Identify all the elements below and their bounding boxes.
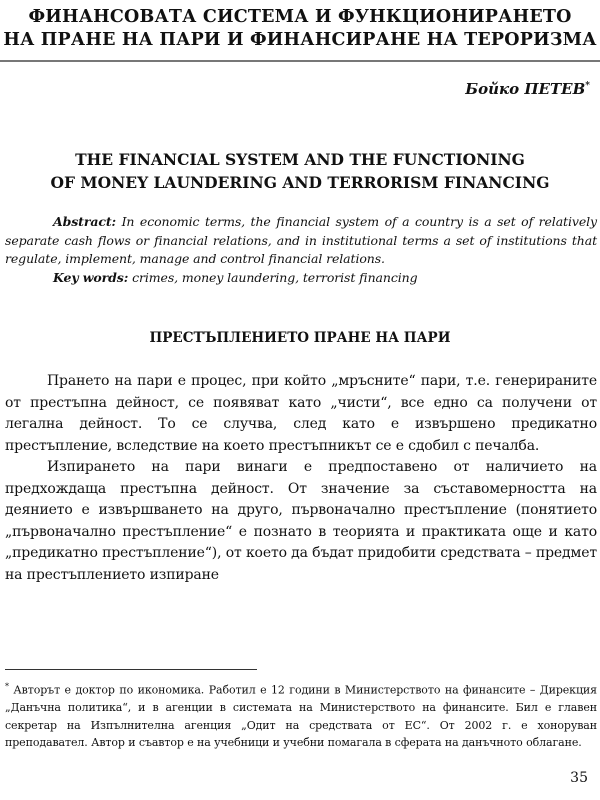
english-title-line-2: OF MONEY LAUNDERING AND TERRORISM FINANCING	[50, 173, 550, 192]
abstract-text: In economic terms, the financial system of a country is a set of relatively separate cash flows or financial relations, and in institutional terms a set of institutions that regulate, implement, manage and control financial relations.	[5, 214, 597, 266]
author-footnote-mark: *	[585, 81, 590, 91]
footnote-divider	[5, 669, 257, 670]
bulgarian-title	[0, 6, 600, 52]
abstract-block	[5, 213, 597, 287]
body-paragraph-2: Изпирането на пари винаги е предпоставено от наличието на предхождаща престъпна дейност. От значение за съставомерността на деянието е извършването на друго, първоначално престъпление (понятието „първоначално престъпление“ е познато в теорията и практиката още и като „предикатно престъпление“), от което да бъдат придобити средствата – предмет на престъплението изпиране	[5, 459, 597, 583]
footnote-text: Авторът е доктор по икономика. Работил е 12 години в Министерството на финансите – Дирекция „Данъчна политика“, и в агенции в системата на Министерството на финансите. Бил е главен секретар на Изпълнителна агенция „Одит на средствата от ЕС“. От 2002 г. е хоноруван преподавател. Автор и съавтор е на учебници и учебни помагала в сферата на данъчното облагане.	[5, 683, 597, 750]
english-title-line-1: THE FINANCIAL SYSTEM AND THE FUNCTIONING	[75, 150, 525, 169]
author-name-text: Бойко ПЕТЕВ	[465, 80, 586, 98]
keywords-label: Key words:	[53, 269, 129, 285]
abstract-paragraph	[5, 213, 597, 269]
footnote	[5, 678, 597, 752]
abstract-label: Abstract:	[53, 214, 117, 229]
page-number: 35	[570, 770, 588, 786]
title-line-2: НА ПРАНЕ НА ПАРИ И ФИНАНСИРАНЕ НА ТЕРОРИЗМА	[3, 30, 597, 50]
author-name	[465, 80, 590, 98]
body-paragraph-1: Прането на пари е процес, при който „мръсните“ пари, т.е. генерираните от престъпна дейност, се появяват като „чисти“, все едно са получени от легална дейност. То се случва, след като е извършено предикатно престъпление, вследствие на което престъпникът се е сдобил с печалба.	[5, 373, 597, 454]
header-divider	[0, 60, 600, 62]
keywords-text: crimes, money laundering, terrorist financing	[128, 269, 418, 285]
keywords-paragraph	[5, 269, 597, 288]
title-line-1: ФИНАНСОВАТА СИСТЕМА И ФУНКЦИОНИРАНЕТО	[28, 7, 572, 27]
english-title	[0, 148, 600, 194]
body-text	[5, 371, 597, 586]
section-heading: ПРЕСТЪПЛЕНИЕТО ПРАНЕ НА ПАРИ	[149, 330, 451, 346]
footnote-mark: *	[5, 682, 9, 691]
